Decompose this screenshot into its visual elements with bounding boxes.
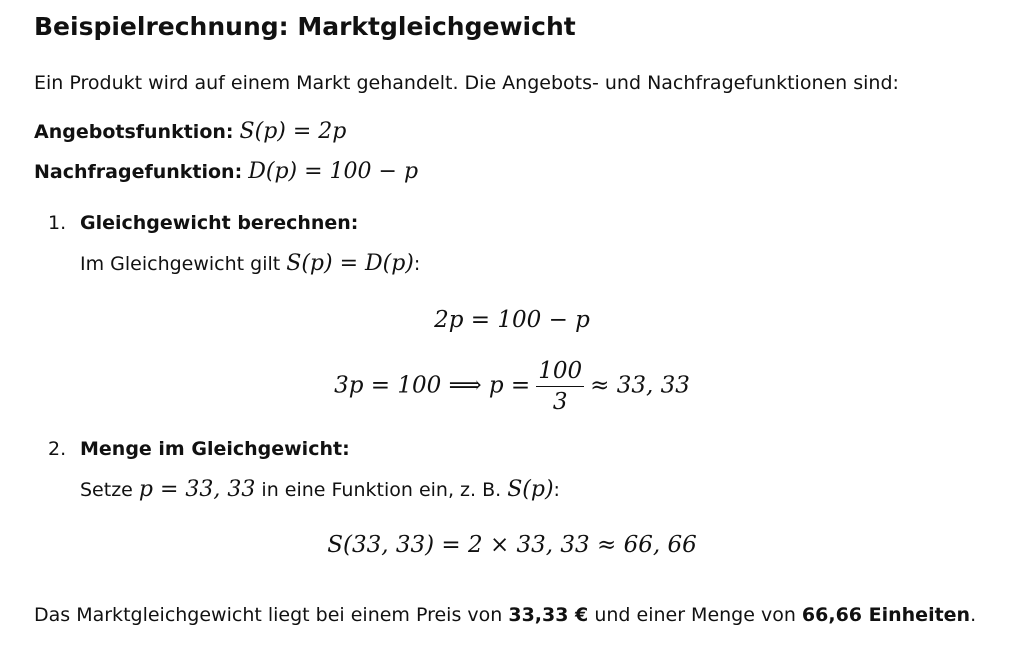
supply-function (34, 118, 346, 146)
step1-heading: Gleichgewicht berechnen: (80, 212, 359, 234)
equation-2: 3p = 100 ⟹ p = $\frac{100}{3}$ ≈ 33, 33 (334, 358, 690, 415)
intro-text: Ein Produkt wird auf einem Markt gehandelt. Die Angebots- und Nachfragefunktionen sind: (34, 72, 899, 94)
fraction-numerator: 100 (536, 356, 584, 387)
supply-label: Angebotsfunktion: (34, 121, 234, 143)
equation-3: S(33, 33) = 2 × 33, 33 ≈ 66, 66 (327, 532, 697, 558)
conclusion: Das Marktgleichgewicht liegt bei einem Preis von 33,33 € und einer Menge von 66,66 Einheiten. (34, 604, 977, 626)
equilibrium-condition: S(p) = D(p) (286, 251, 414, 276)
equation-1: 2p = 100 − p (434, 307, 590, 333)
step2-heading: Menge im Gleichgewicht: (80, 438, 350, 460)
demand-formula: D(p) = 100 − p (248, 159, 419, 184)
equilibrium-price: 33,33 € (508, 604, 589, 626)
fraction-denominator: 3 (552, 389, 568, 415)
supply-formula: S(p) = 2p (239, 119, 347, 144)
equilibrium-price-value: p = 33, 33 (138, 477, 256, 502)
step2-text: Setze p = 33, 33 in eine Funktion ein, z. B. S(p): (80, 477, 560, 502)
step1-number: 1. (48, 212, 67, 234)
fraction (536, 356, 584, 417)
demand-function (34, 158, 418, 186)
page-title: Beispielrechnung: Marktgleichgewicht (34, 12, 576, 41)
step1-text: Im Gleichgewicht gilt S(p) = D(p): (80, 251, 421, 276)
function-reference: S(p) (507, 477, 554, 502)
demand-label: Nachfragefunktion: (34, 161, 243, 183)
equilibrium-quantity: 66,66 Einheiten (801, 604, 971, 626)
step2-number: 2. (48, 438, 67, 460)
